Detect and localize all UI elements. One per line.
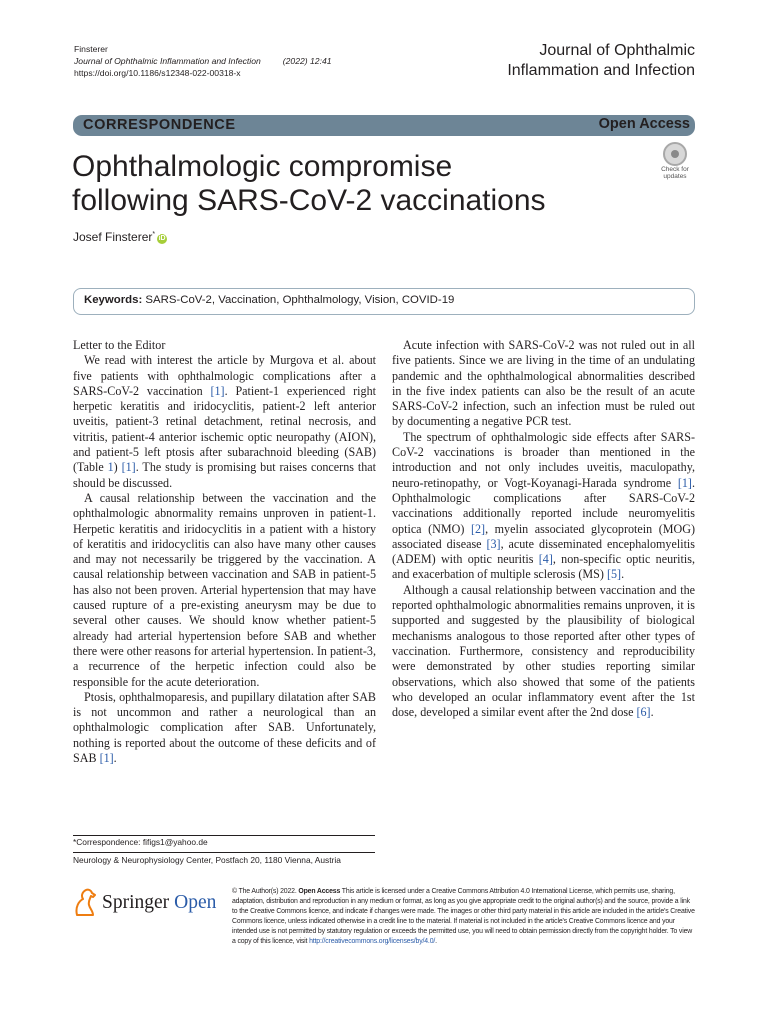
check-updates-line1: Check for bbox=[661, 166, 689, 173]
meta-journal: Journal of Ophthalmic Inflammation and Infection bbox=[74, 56, 261, 66]
paragraph: Acute infection with SARS-CoV-2 was not ruled out in all five patients. Since we are living in the time of an undulating pandemic and the ophthalmological abnormalities described in the five index patients can also be the result of an acute SARS-CoV-2 infection, such an infection must be ruled out by documenting a negative PCR test. bbox=[392, 338, 695, 429]
body-column-right bbox=[392, 338, 695, 720]
paragraph: A causal relationship between the vaccination and the ophthalmologic abnormality remains unproven in patient-1. Herpetic keratitis and iridocyclitis in a patient with a history of keratitis and iridocyclitis can also have many other causes and may not necessarily be triggered by the vaccination. A causal relationship between vaccination and SAB in patient-5 has also not been proven. Arterial hypertension that may have caused rupture of a pre-existing aneurysm may be due to several other causes. We should know whether patient-5 already had arterial hypertension before SAB and whether there were other reasons for arterial hypertension. In patient-3, a recurrence of the herpetic infection could also be responsible for the acute deterioration. bbox=[73, 490, 376, 689]
article-title bbox=[72, 150, 632, 218]
affiliation-footnote: Neurology & Neurophysiology Center, Postfach 20, 1180 Vienna, Austria bbox=[73, 855, 341, 865]
text-run: . Patient-1 experienced right herpetic keratitis and iridocyclitis, patient-2 left anterior uveitis, patient-3 retinal detachment, retinal necrosis, and vitritis, patient-4 anterior ischemic optic neuropathy (AION), and patient-5 left ptosis after subarachnoid bleeding (SAB) (Table bbox=[73, 383, 376, 475]
check-updates-line2: updates bbox=[663, 173, 687, 180]
citation-link[interactable]: [5] bbox=[606, 567, 622, 582]
license-end: . bbox=[435, 938, 437, 945]
license-open-access: Open Access bbox=[298, 888, 341, 895]
footnote-divider bbox=[73, 852, 375, 853]
brand-springer: Springer bbox=[102, 892, 170, 913]
keywords-label: Keywords: bbox=[84, 294, 143, 306]
body-column-left bbox=[73, 338, 376, 766]
springer-horse-icon bbox=[73, 887, 97, 917]
paragraph bbox=[392, 430, 695, 583]
article-meta bbox=[74, 43, 332, 79]
text-run: , acute disseminated encephalomyelitis (ADEM) with optic neuritis bbox=[392, 536, 695, 567]
salutation: Letter to the Editor bbox=[73, 338, 166, 352]
text-run: Ptosis, ophthalmoparesis, and pupillary dilatation after SAB is not uncommon and rather a neurological than an ophthalmologic complication after SAB. Unfortunately, nothing is reported about the outcome of these deficits and of SAB bbox=[73, 689, 376, 766]
citation-link[interactable]: [6] bbox=[636, 705, 651, 720]
license-body: This article is licensed under a Creative Commons Attribution 4.0 International License, which permits use, sharing, adaptation, distribution and reproduction in any medium or format, as long as you give appropriate credit to the original author(s) and the source, provide a link to the Creative Commons licence, and indicate if changes were made. The images or other third party material in this article are included in the article's Creative Commons licence, unless indicated otherwise in a credit line to the material. If material is not included in the article's Creative Commons licence and your intended use is not permitted by statutory regulation or exceeds the permitted use, you will need to obtain permission directly from the copyright holder. To view a copy of this licence, visit bbox=[232, 888, 695, 945]
meta-doi[interactable]: https://doi.org/10.1186/s12348-022-00318-x bbox=[74, 68, 241, 78]
meta-author: Finsterer bbox=[74, 44, 108, 54]
paragraph bbox=[73, 353, 376, 491]
meta-journal-line bbox=[74, 55, 332, 67]
journal-name-line2: Inflammation and Infection bbox=[507, 62, 695, 79]
copyright-text: © The Author(s) 2022. bbox=[232, 888, 299, 895]
orcid-icon[interactable]: iD bbox=[158, 235, 166, 242]
brand-open: Open bbox=[174, 892, 217, 913]
springer-wordmark bbox=[102, 892, 216, 914]
citation-link[interactable]: [4] bbox=[538, 552, 553, 567]
article-type-banner bbox=[73, 115, 695, 136]
text-run: , myelin associated glycoprotein (MOG) associated disease bbox=[392, 521, 696, 551]
table-link[interactable]: 1 bbox=[107, 460, 114, 475]
keywords-box bbox=[73, 288, 695, 315]
corresponding-mark: * bbox=[152, 231, 156, 238]
footnote-divider bbox=[73, 835, 375, 836]
journal-name bbox=[507, 41, 695, 81]
meta-year-volume: (2022) 12:41 bbox=[282, 56, 332, 66]
text-run: . bbox=[621, 567, 625, 582]
open-access-label: Open Access bbox=[598, 116, 690, 132]
text-run: . The study is promising but raises concerns that should be discussed. bbox=[73, 460, 376, 490]
text-run: . bbox=[113, 751, 117, 766]
citation-link[interactable]: [1] bbox=[210, 383, 225, 398]
article-type: CORRESPONDENCE bbox=[83, 117, 236, 133]
citation-link[interactable]: [2] bbox=[470, 521, 486, 536]
title-line1: Ophthalmologic compromise bbox=[72, 150, 453, 183]
correspondence-footnote: *Correspondence: fifigs1@yahoo.de bbox=[73, 837, 208, 847]
text-run: Although a causal relationship between vaccination and the reported ophthalmologic abnormalities remains unproven, it is supported and suggested by the plausibility of biological mechanisms analogous to those reported after other types of vaccination. Furthermore, consistency and reproducibility were demonstrated by other studies reporting similar observations, which also showed that some of the patients who developed an ocular inflammatory event after the 1st dose, developed a similar event after the 2nd dose bbox=[392, 582, 695, 720]
journal-name-line1: Journal of Ophthalmic bbox=[539, 42, 695, 59]
citation-link[interactable]: [1] bbox=[677, 475, 692, 490]
citation-link[interactable]: [1] bbox=[99, 751, 114, 766]
check-updates-icon bbox=[663, 142, 687, 166]
text-run: We read with interest the article by Murgova et al. about five patients with ophthalmologic complications after a SARS-CoV-2 vaccination bbox=[73, 353, 376, 398]
paragraph bbox=[73, 690, 376, 766]
paragraph bbox=[392, 583, 695, 721]
text-run: . bbox=[650, 705, 654, 720]
citation-link[interactable]: [1] bbox=[121, 460, 136, 475]
author-name[interactable]: Josef Finsterer bbox=[73, 230, 153, 244]
license-link[interactable]: http://creativecommons.org/licenses/by/4.0/ bbox=[309, 938, 436, 945]
text-run: , non-specific optic neuritis, and exacerbation of multiple sclerosis (MS) bbox=[392, 552, 695, 582]
title-line2: following SARS-CoV-2 vaccinations bbox=[72, 184, 546, 217]
text-run: The spectrum of ophthalmologic side effects after SARS-CoV-2 vaccinations is broader than mentioned in the introduction and not only includes uveitis, maculopathy, neuro-retinopathy, or Vogt-Koyanagi-Harada syndrome bbox=[392, 429, 695, 490]
text-run: . Ophthalmologic complications after SARS-CoV-2 vaccinations additionally reported include neuromyelitis optica (NMO) bbox=[392, 475, 695, 536]
text-run: ) bbox=[113, 460, 122, 475]
author-line bbox=[73, 230, 167, 244]
license-text bbox=[232, 887, 695, 947]
check-for-updates-badge[interactable] bbox=[655, 141, 695, 181]
citation-link[interactable]: [3] bbox=[486, 536, 501, 551]
keywords-value: SARS-CoV-2, Vaccination, Ophthalmology, Vision, COVID-19 bbox=[145, 294, 455, 306]
